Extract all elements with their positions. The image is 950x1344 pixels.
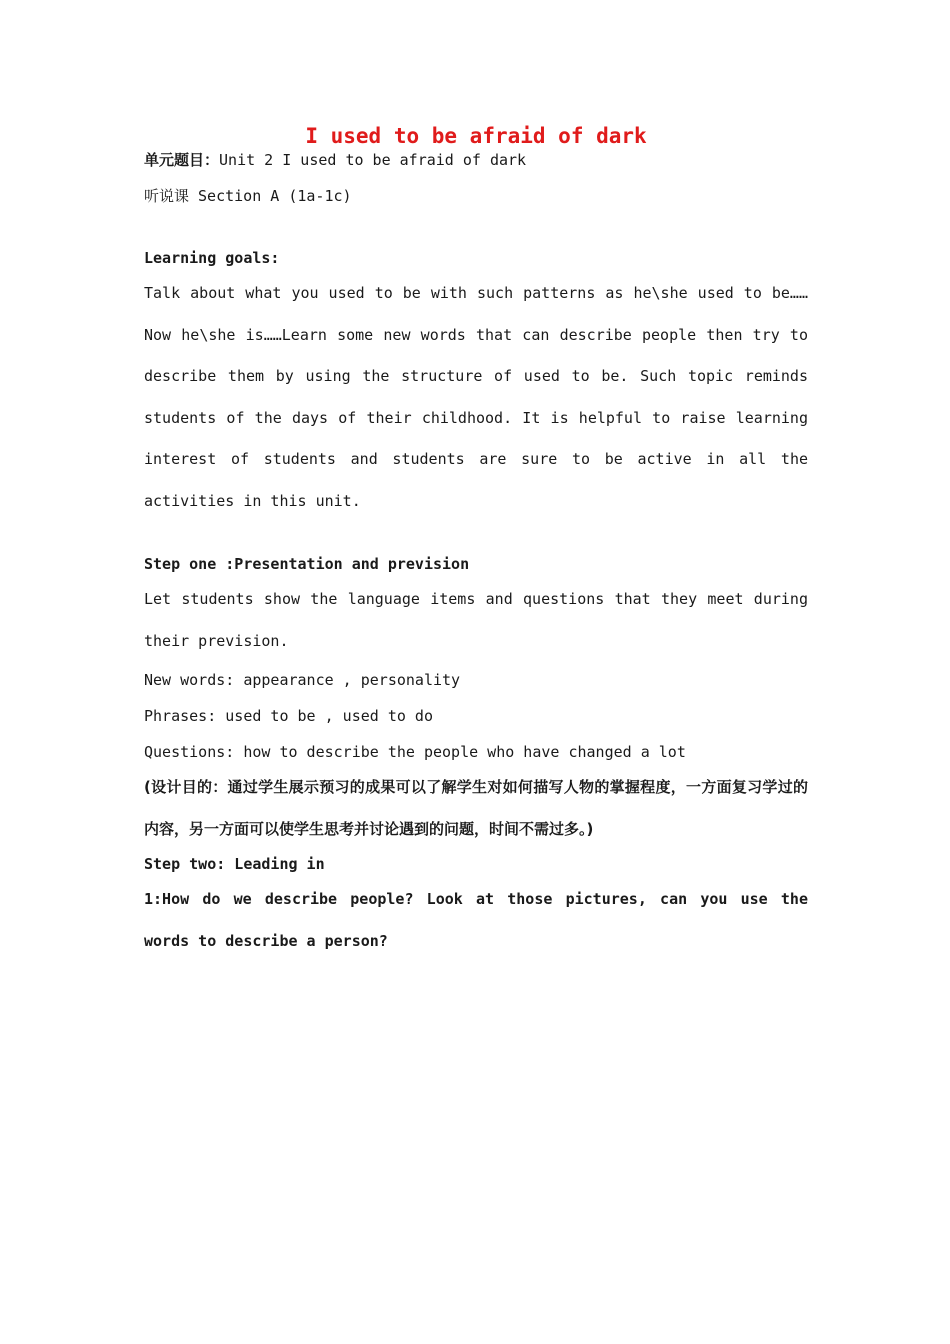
section-line: 听说课 Section A (1a-1c) — [144, 187, 352, 205]
new-words-line: New words: appearance , personality — [144, 671, 461, 689]
learning-goals-heading: Learning goals: — [144, 249, 280, 267]
learning-goals-text: Talk about what you used to be with such patterns as he\she used to be……Now he\she is……Learn some new words that can describe people then try to describe them by using the structure of used to be. Such topic reminds students of the days of their childhood. It is helpful to raise learning interest of students and students are sure to be active in all the activities in this unit. — [144, 284, 808, 510]
phrases-line: Phrases: used to be , used to do — [144, 707, 433, 725]
document-title: I used to be afraid of dark — [305, 124, 647, 148]
unit-value: Unit 2 I used to be afraid of dark — [219, 151, 527, 169]
step-one-heading: Step one :Presentation and prevision — [144, 555, 470, 573]
step-two-heading: Step two: Leading in — [144, 855, 325, 873]
unit-line — [144, 142, 808, 178]
spacer — [144, 522, 808, 546]
design-purpose-note: (设计目的：通过学生展示预习的成果可以了解学生对如何描写人物的掌握程度，一方面复习学过的内容，另一方面可以使学生思考并讨论遇到的问题，时间不需过多。) — [144, 778, 808, 838]
document-page — [144, 118, 808, 962]
spacer — [144, 214, 808, 240]
step-one-text: Let students show the language items and questions that they meet during their prevision. — [144, 590, 808, 650]
step-two-text: 1:How do we describe people? Look at those pictures, can you use the words to describe a person? — [144, 890, 808, 950]
questions-line: Questions: how to describe the people who have changed a lot — [144, 743, 686, 761]
unit-label: 单元题目： — [144, 151, 220, 169]
